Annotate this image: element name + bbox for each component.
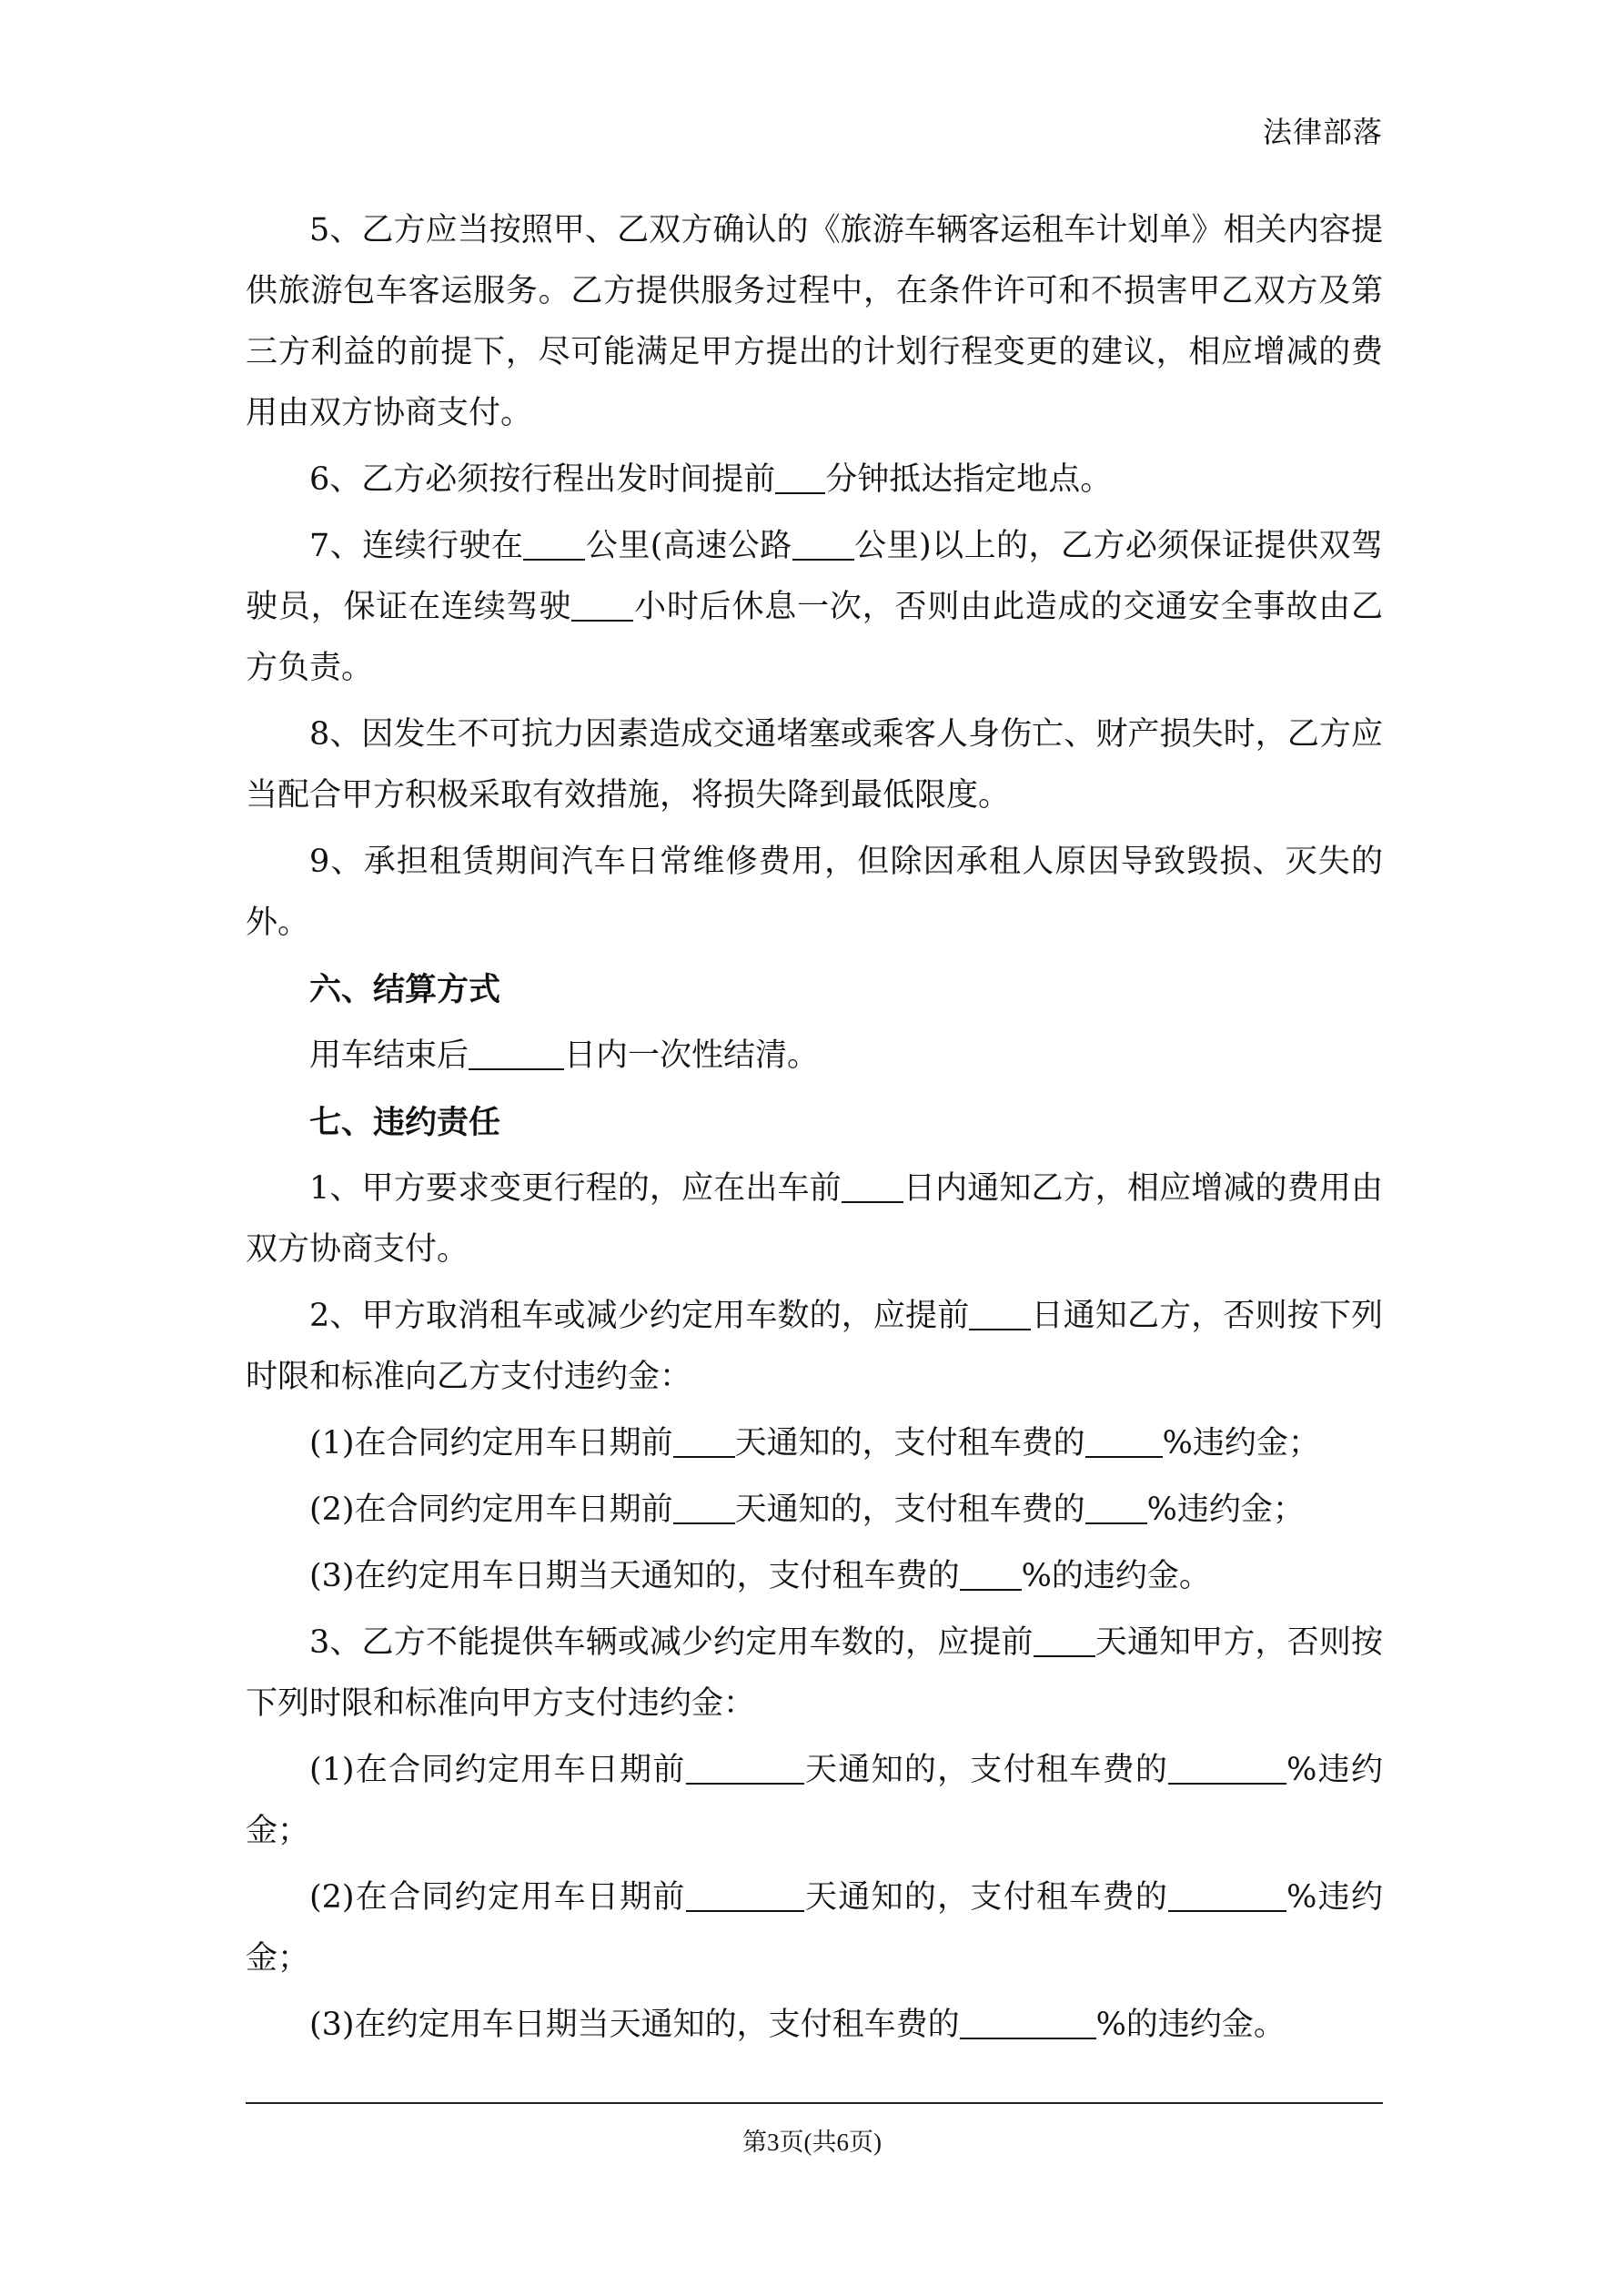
clause-5-text: 5、乙方应当按照甲、乙双方确认的《旅游车辆客运租车计划单》相关内容提供旅游包车客运服务。乙方提供服务过程中，在条件许可和不损害甲乙双方及第三方利益的前提下，尽可能满足甲方提出的计划行程变更的建议，相应增减的费用由双方协商支付。	[246, 212, 1383, 431]
clause-7-text-d: 小时后休息一次，否则由此造成的交通安全事故由乙方负责。	[246, 589, 1383, 686]
breach-3-text-b: 天通知甲方，否则按下列时限和标准向甲方支付违约金：	[246, 1624, 1383, 1722]
breach-1-text-b: 日内通知乙方，相应增减的费用由双方协商支付。	[246, 1170, 1383, 1268]
blank-field	[960, 2006, 1096, 2039]
blank-field	[1085, 1491, 1147, 1524]
clause-5	[246, 200, 1383, 444]
item-text: 天通知的，支付租车费的	[803, 1752, 1169, 1788]
breach-clause-2	[246, 1286, 1383, 1408]
section-heading-settlement: 六、结算方式	[309, 971, 501, 1008]
clause-8	[246, 704, 1383, 826]
clause-7	[246, 516, 1383, 699]
blank-field	[571, 588, 633, 622]
item-text: %违约金；	[246, 1879, 1383, 1977]
blank-field	[523, 527, 585, 561]
breach-clause-2-item-3	[246, 1546, 1383, 1607]
blank-field	[1085, 1424, 1163, 1458]
item-text: %违约金；	[1162, 1425, 1320, 1462]
breach-2-text-b: 日通知乙方，否则按下列时限和标准向乙方支付违约金：	[246, 1298, 1383, 1395]
breach-clause-3	[246, 1613, 1383, 1735]
clause-7-text-c: 公里)以上的，乙方必须保证提供双驾驶员，保证在连续驾驶	[246, 528, 1383, 625]
item-text: (2)在合同约定用车日期前	[309, 1492, 673, 1528]
item-text: (3)在约定用车日期当天通知的，支付租车费的	[309, 2007, 960, 2043]
blank-field	[842, 1169, 903, 1203]
clause-6-text-b: 分钟抵达指定地点。	[825, 461, 1113, 498]
breach-clause-2-item-1	[246, 1413, 1383, 1474]
blank-field	[960, 1557, 1022, 1591]
breach-clause-3-item-3	[246, 1995, 1383, 2056]
breach-clause-3-item-1	[246, 1740, 1383, 1862]
blank-field	[969, 1297, 1031, 1330]
clause-9-text: 9、承担租赁期间汽车日常维修费用，但除因承租人原因导致毁损、灭失的外。	[246, 844, 1383, 941]
item-text: %的违约金。	[1021, 1558, 1211, 1594]
clause-7-text-b: 公里(高速公路	[585, 528, 792, 564]
page-number: 第3页(共6页)	[742, 2129, 882, 2156]
clause-7-text-a: 7、连续行驶在	[309, 528, 524, 564]
clause-6	[246, 450, 1383, 511]
footer-divider	[246, 2102, 1383, 2104]
settlement-text-a: 用车结束后	[309, 1037, 469, 1074]
breach-3-text-a: 3、乙方不能提供车辆或减少约定用车数的，应提前	[309, 1624, 1034, 1661]
item-text: %的违约金。	[1095, 2007, 1286, 2043]
settlement-clause	[246, 1026, 1383, 1087]
header-brand: 法律部落	[1262, 115, 1383, 149]
blank-field	[1168, 1878, 1286, 1912]
item-text: %违约金；	[1146, 1492, 1305, 1528]
item-text: (1)在合同约定用车日期前	[309, 1752, 686, 1788]
breach-clause-1	[246, 1158, 1383, 1280]
breach-2-text-a: 2、甲方取消租车或减少约定用车数的，应提前	[309, 1298, 970, 1334]
blank-field	[775, 460, 825, 494]
blank-field	[686, 1751, 804, 1785]
item-text: (1)在合同约定用车日期前	[309, 1425, 673, 1462]
blank-field	[673, 1491, 735, 1524]
item-text: 天通知的，支付租车费的	[734, 1425, 1085, 1462]
section-heading-breach: 七、违约责任	[309, 1104, 501, 1141]
item-text: (2)在合同约定用车日期前	[309, 1879, 686, 1916]
breach-clause-2-item-2	[246, 1480, 1383, 1541]
blank-field	[686, 1878, 804, 1912]
clause-6-text-a: 6、乙方必须按行程出发时间提前	[309, 461, 776, 498]
item-text: 天通知的，支付租车费的	[734, 1492, 1085, 1528]
blank-field	[1168, 1751, 1286, 1785]
blank-field	[469, 1037, 564, 1070]
document-body	[246, 200, 1383, 2061]
blank-field	[792, 527, 854, 561]
clause-9	[246, 832, 1383, 954]
blank-field	[673, 1424, 735, 1458]
item-text: 天通知的，支付租车费的	[803, 1879, 1169, 1916]
settlement-text-b: 日内一次性结清。	[564, 1037, 820, 1074]
item-text: %违约金；	[246, 1752, 1383, 1849]
clause-8-text: 8、因发生不可抗力因素造成交通堵塞或乘客人身伤亡、财产损失时，乙方应当配合甲方积极采取有效措施，将损失降到最低限度。	[246, 716, 1383, 814]
blank-field	[1034, 1623, 1095, 1657]
breach-1-text-a: 1、甲方要求变更行程的，应在出车前	[309, 1170, 842, 1207]
item-text: (3)在约定用车日期当天通知的，支付租车费的	[309, 1558, 960, 1594]
breach-clause-3-item-2	[246, 1867, 1383, 1989]
